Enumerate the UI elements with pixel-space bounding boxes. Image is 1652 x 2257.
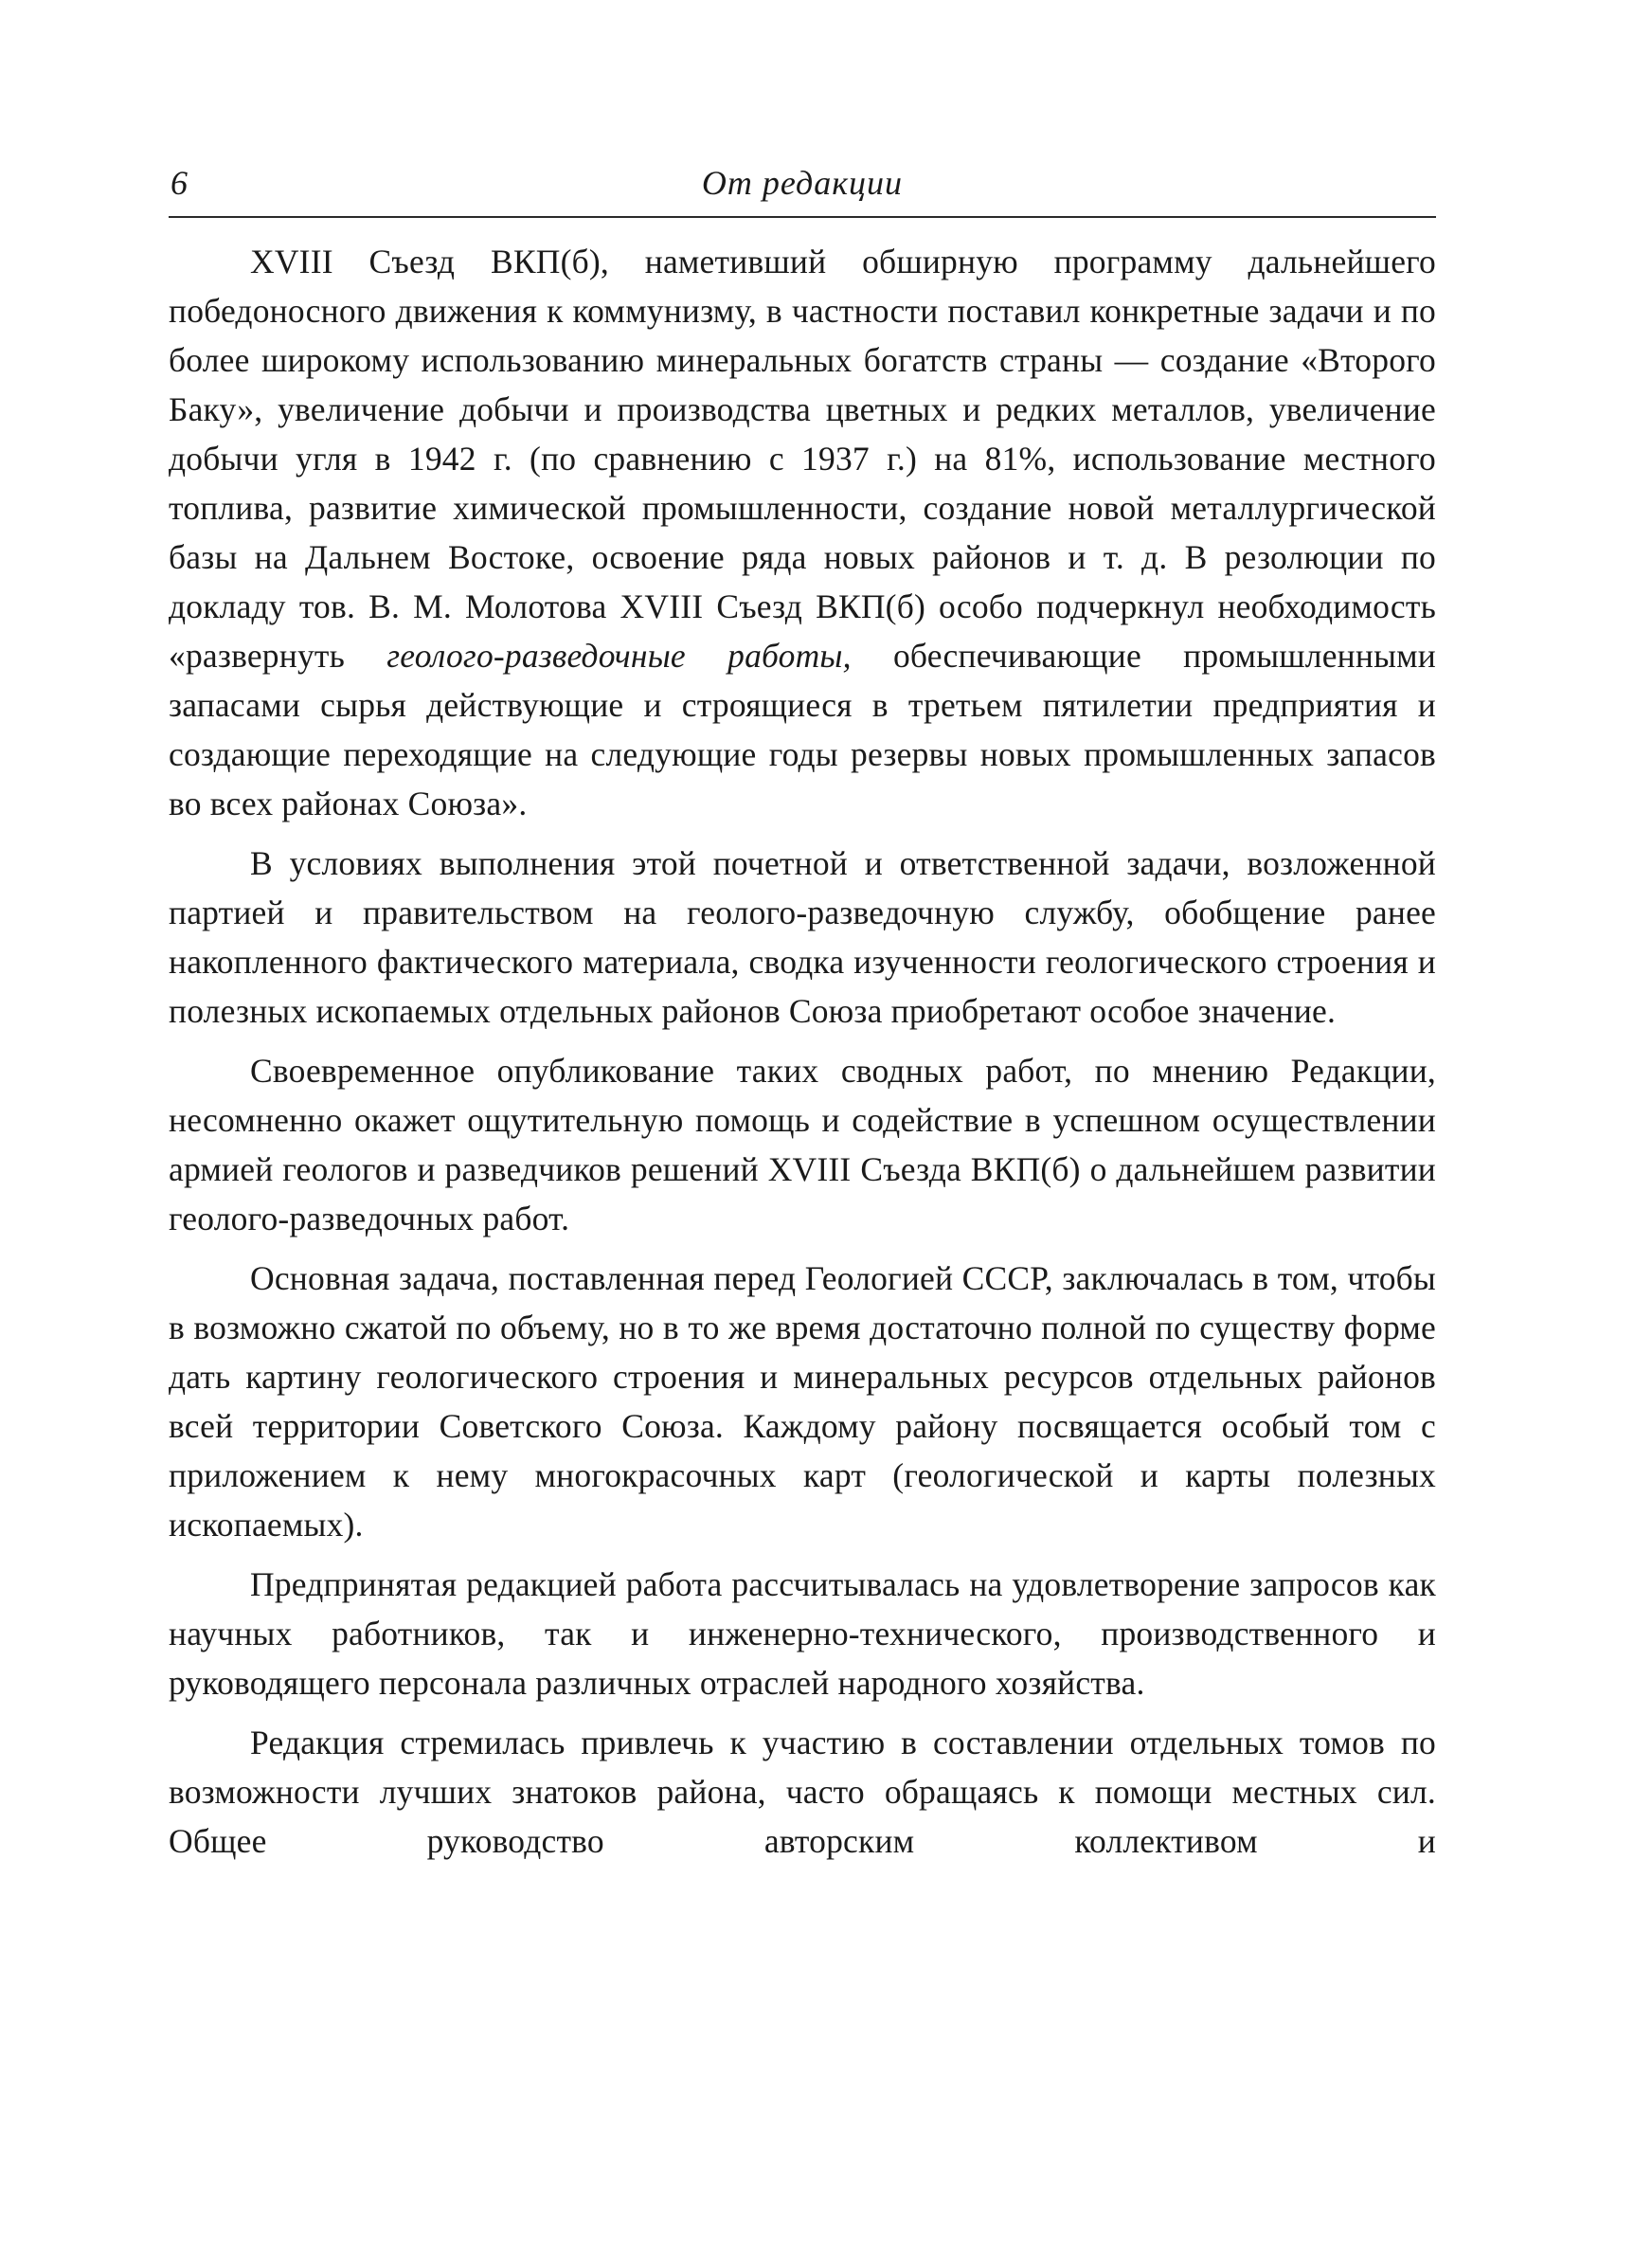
paragraph-1-text-before: XVIII Съезд ВКП(б), наметивший обширную программу дальнейшего победоносного движения к коммунизму, в частности поставил конкретные задачи и по более широкому использованию минеральных богатств страны — создание «Второго Баку», увеличение добычи и производства цветных и редких металлов, увеличение добычи угля в 1942 г. (по сравнению с 1937 г.) на 81%, использование местного топлива, развитие химической промышленности, создание новой металлургической базы на Дальнем Востоке, освоение ряда новых районов и т. д. В резолюции по докладу тов. В. М. Молотова XVIII Съезд ВКП(б) особо подчеркнул необходимость «развернуть — [169, 243, 1436, 675]
paragraph-4: Основная задача, поставленная перед Геологией СССР, заключалась в том, чтобы в возможно сжатой по объему, но в то же время достаточно полной по существу форме дать картину геологического строения и минеральных ресурсов отдельных районов всей территории Советского Союза. Каждому району посвящается особый том с приложением к нему многокрасочных карт (геологической и карты полезных ископаемых). — [169, 1259, 1436, 1544]
paragraph-6: Редакция стремилась привлечь к участию в составлении отдельных томов по возможности лучших знатоков района, часто обращаясь к помощи местных сил. Общее руководство авторским коллективом и — [169, 1724, 1436, 1860]
running-title: От редакции — [701, 164, 904, 202]
paragraph-3: Своевременное опубликование таких сводных работ, по мнению Редакции, несомненно окажет ощутительную помощь и содействие в успешном осуществлении армией геологов и разведчиков решений XVIII Съезда ВКП(б) о дальнейшем развитии геолого-разведочных работ. — [169, 1052, 1436, 1237]
paragraph-1-emphasis: геолого-разведочные работы, — [386, 637, 852, 675]
paragraph-5: Предпринятая редакцией работа рассчитывалась на удовлетворение запросов как научных работников, так и инженерно-технического, производственного и руководящего персонала различных отраслей народного хозяйства. — [169, 1565, 1436, 1702]
paragraph-1-text-after: обеспечивающие промышленными запасами сырья действующие и строящиеся в третьем пятилетии предприятия и создающие переходящие на следующие годы резервы новых промышленных запасов во всех районах Союза». — [169, 637, 1436, 822]
paragraph-2: В условиях выполнения этой почетной и ответственной задачи, возложенной партией и правительством на геолого-разведочную службу, обобщение ранее накопленного фактического материала, сводка изученности геологического строения и полезных ископаемых отдельных районов Союза приобретают особое значение. — [169, 844, 1436, 1030]
paragraph-1 — [169, 237, 1436, 828]
body-text — [169, 237, 1436, 1876]
running-header — [169, 159, 1436, 218]
page-number: 6 — [171, 164, 188, 202]
